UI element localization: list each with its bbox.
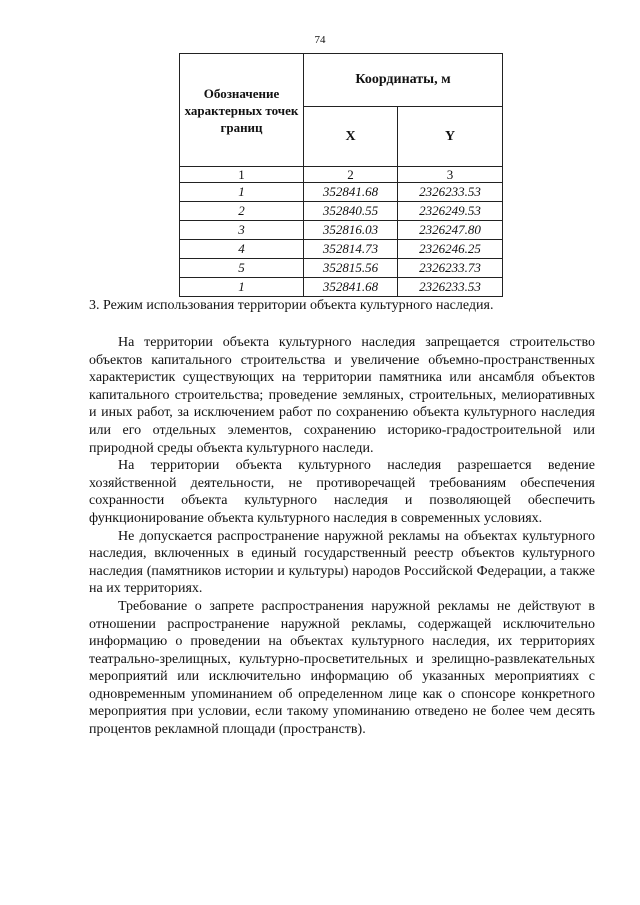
header-y: Y	[398, 107, 503, 167]
header-point-label: Обозначение характерных точек границ	[180, 54, 304, 167]
table-row	[180, 221, 503, 240]
x-cell: 352841.68	[304, 183, 398, 202]
paragraph: На территории объекта культурного наследия запрещается строительство объектов капитального строительства и увеличение объемно-пространственных характеристик существующих на территории памятника или ансамбля объектов капитального строительства; проведение земляных, строительных, мелиоративных и иных работ, за исключением работ по сохранению объекта культурного наследия или его отдельных элементов, сохранению историко-градостроительной или природной среды объекта культурного наследи.	[89, 335, 595, 456]
y-cell: 2326233.53	[398, 183, 503, 202]
y-cell: 2326249.53	[398, 202, 503, 221]
x-cell: 352840.55	[304, 202, 398, 221]
table-row	[180, 183, 503, 202]
y-cell: 2326246.25	[398, 240, 503, 259]
paragraph: Не допускается распространение наружной рекламы на объектах культурного наследия, включенных в единый государственный реестр объектов культурного наследия (памятников истории и культуры) народов Российской Федерации, а также на их территориях.	[89, 528, 595, 597]
point-cell: 3	[180, 221, 304, 240]
y-cell: 2326233.73	[398, 259, 503, 278]
coordinates-table	[179, 53, 503, 297]
point-cell: 1	[180, 278, 304, 297]
column-number: 2	[304, 167, 398, 183]
x-cell: 352841.68	[304, 278, 398, 297]
point-cell: 1	[180, 183, 304, 202]
x-cell: 352816.03	[304, 221, 398, 240]
x-cell: 352815.56	[304, 259, 398, 278]
table-row	[180, 278, 503, 297]
table-header-row	[180, 54, 503, 107]
section-title: 3. Режим использования территории объекта культурного наследия.	[89, 298, 494, 313]
column-number: 1	[180, 167, 304, 183]
paragraph: На территории объекта культурного наследия разрешается ведение хозяйственной деятельности, не противоречащей требованиям обеспечения сохранности объекта культурного наследия и позволяющей обеспечить функционирование объекта культурного наследия в современных условиях.	[89, 458, 595, 526]
y-cell: 2326233.53	[398, 278, 503, 297]
page-number: 74	[314, 34, 326, 46]
point-cell: 2	[180, 202, 304, 221]
point-cell: 5	[180, 259, 304, 278]
x-cell: 352814.73	[304, 240, 398, 259]
paragraph: Требование о запрете распространения наружной рекламы не действуют в отношении распространение наружной рекламы, содержащей исключительно информацию о проведении на объектах культурного наследия, их территориях театрально-зрелищных, культурно-просветительных и зрелищно-развлекательных мероприятий или исключительно информацию об указанных мероприятиях с одновременным упоминанием об определенном лице как о спонсоре конкретного мероприятия при условии, если такому упоминанию отведено не более чем десять процентов рекламной площади (пространств).	[89, 598, 595, 738]
header-x: X	[304, 107, 398, 167]
point-cell: 4	[180, 240, 304, 259]
table-row	[180, 240, 503, 259]
table-row	[180, 202, 503, 221]
column-number-row	[180, 167, 503, 183]
header-coordinates: Координаты, м	[304, 54, 503, 107]
column-number: 3	[398, 167, 503, 183]
section-body	[89, 334, 595, 739]
y-cell: 2326247.80	[398, 221, 503, 240]
table-row	[180, 259, 503, 278]
